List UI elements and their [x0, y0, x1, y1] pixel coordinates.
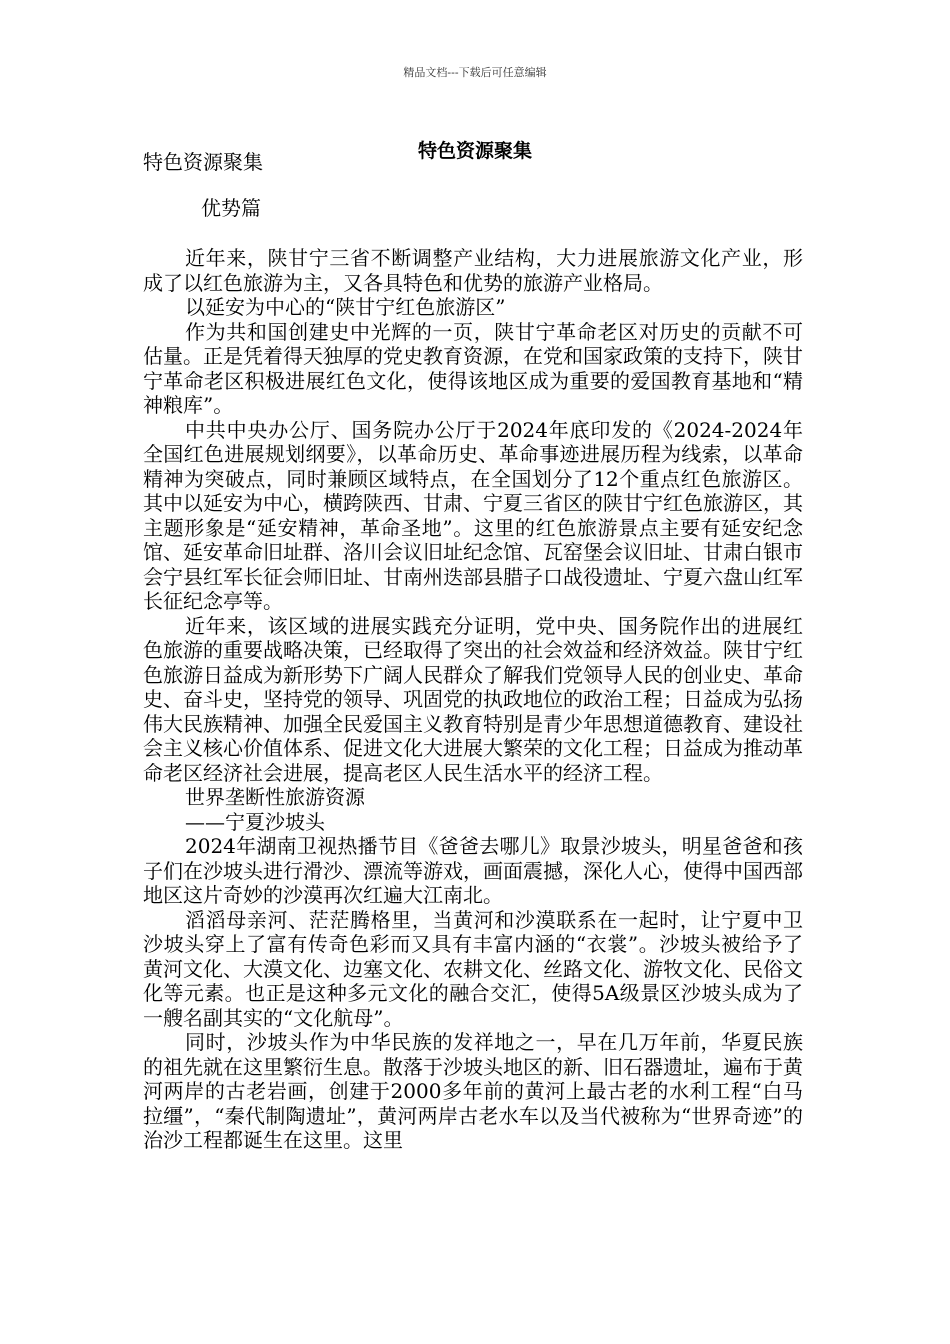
page-header-watermark: 精品文档---下载后可任意编辑 [403, 66, 547, 79]
section-heading-advantages: 优势篇 [201, 196, 261, 220]
document-title: 特色资源聚集 [417, 139, 532, 162]
document-subtitle: 特色资源聚集 [143, 150, 263, 174]
paragraph-development-results: 近年来，该区域的进展实践充分证明，党中央、国务院作出的进展红色旅游的重要战略决策，已经取得了突出的社会效益和经济效益。陕甘宁红色旅游日益成为新形势下广阔人民群众了解我们党领导人民的创业史、革命史、奋斗史，坚持党的领导、巩固党的执政地位的政治工程；日益成为弘扬伟大民族精神、加强全民爱国主义教育特别是青少年思想道德教育、建设社会主义核心价值体系、促进文化大进展大繁荣的文化工程；日益成为推动革命老区经济社会进展，提高老区人民生活水平的经济工程。 [143, 613, 803, 785]
document-body [143, 148, 803, 1153]
paragraph-tv-show: 2024年湖南卫视热播节目《爸爸去哪儿》取景沙坡头，明星爸爸和孩子们在沙坡头进行滑沙、漂流等游戏，画面震撼，深化人心，使得中国西部地区这片奇妙的沙漠再次红遍大江南北。 [143, 834, 803, 907]
subheading-world-monopoly-resource: 世界垄断性旅游资源 [185, 785, 365, 809]
paragraph-culture-carrier: 滔滔母亲河、茫茫腾格里，当黄河和沙漠联系在一起时，让宁夏中卫沙坡头穿上了富有传奇色彩而又具有丰富内涵的“衣裳”。沙坡头被给予了黄河文化、大漠文化、边塞文化、农耕文化、丝路文化、游牧文化、民俗文化等元素。也正是这种多元文化的融合交汇，使得5A级景区沙坡头成为了一艘名副其实的“文化航母”。 [143, 907, 803, 1030]
paragraph-intro: 近年来，陕甘宁三省不断调整产业结构，大力进展旅游文化产业，形成了以红色旅游为主，又各具特色和优势的旅游产业格局。 [143, 246, 803, 295]
paragraph-history: 同时，沙坡头作为中华民族的发祥地之一，早在几万年前，华夏民族的祖先就在这里繁衍生息。散落于沙坡头地区的新、旧石器遗址，遍布于黄河两岸的古老岩画，创建于2000多年前的黄河上最古老的水利工程“白马拉缰”，“秦代制陶遗址”，黄河两岸古老水车以及当代被称为“世界奇迹”的治沙工程都诞生在这里。这里 [143, 1030, 803, 1152]
subheading-shaanxi-gansu-ningxia-red-tourism: 以延安为中心的“陕甘宁红色旅游区” [185, 295, 506, 319]
subheading-shapotou: ——宁夏沙坡头 [185, 809, 325, 834]
paragraph-planning-outline: 中共中央办公厅、国务院办公厅于2024年底印发的《2024-2024年全国红色进展规划纲要》，以革命历史、革命事迹进展历程为线索，以革命精神为突破点，同时兼顾区域特点，在全国划分了12个重点红色旅游区。其中以延安为中心，横跨陕西、甘肃、宁夏三省区的陕甘宁红色旅游区，其主题形象是“延安精神，革命圣地”。这里的红色旅游景点主要有延安纪念馆、延安革命旧址群、洛川会议旧址纪念馆、瓦窑堡会议旧址、甘肃白银市会宁县红军长征会师旧址、甘南州迭部县腊子口战役遗址、宁夏六盘山红军长征纪念亭等。 [143, 417, 803, 613]
paragraph-revolutionary-base: 作为共和国创建史中光辉的一页，陕甘宁革命老区对历史的贡献不可估量。正是凭着得天独厚的党史教育资源，在党和国家政策的支持下，陕甘宁革命老区积极进展红色文化，使得该地区成为重要的爱国教育基地和“精神粮库”。 [143, 319, 803, 417]
